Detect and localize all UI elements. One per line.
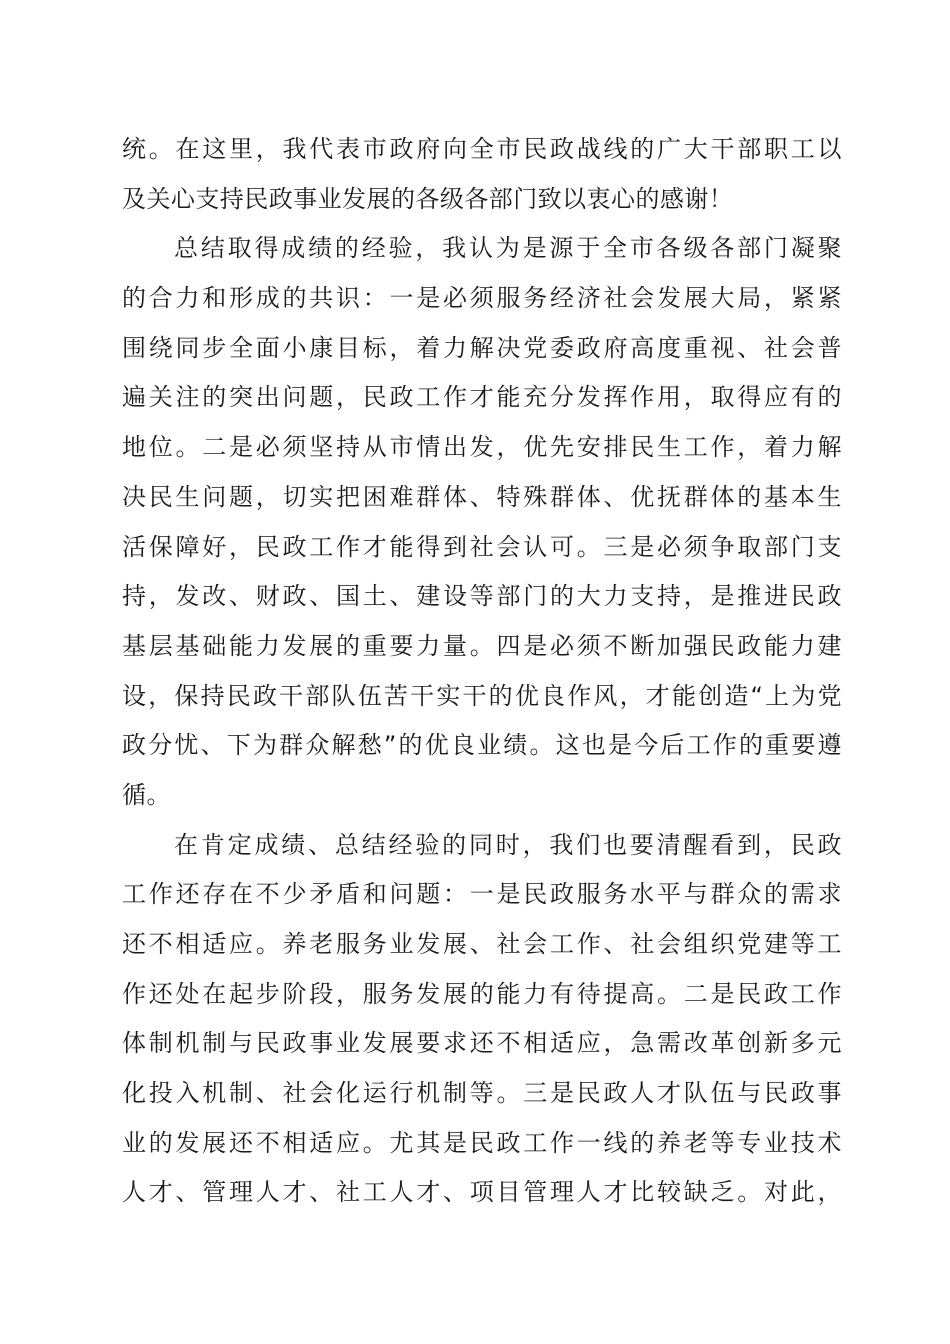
- text-line: 体制机制与民政事业发展要求还不相适应，急需改革创新多元: [122, 1029, 842, 1058]
- text-line: 还不相适应。养老服务业发展、社会工作、社会组织党建等工: [122, 930, 842, 958]
- text-line: 作还处在起步阶段，服务发展的能力有待提高。二是民政工作: [122, 979, 842, 1008]
- body-text: [122, 125, 842, 1218]
- text-line: 循。: [122, 780, 171, 809]
- text-line: 工作还存在不少矛盾和问题：一是民政服务水平与群众的需求: [122, 880, 842, 909]
- text-line: 及关心支持民政事业发展的各级各部门致以衷心的感谢！: [122, 184, 734, 213]
- text-line: 基层基础能力发展的重要力量。四是必须不断加强民政能力建: [122, 631, 842, 660]
- text-line: 化投入机制、社会化运行机制等。三是民政人才队伍与民政事: [122, 1079, 842, 1108]
- text-line: 统。在这里，我代表市政府向全市民政战线的广大干部职工以: [122, 135, 842, 163]
- text-line: 业的发展还不相适应。尤其是民政工作一线的养老等专业技术: [122, 1128, 842, 1157]
- text-line: 活保障好，民政工作才能得到社会认可。三是必须争取部门支: [122, 532, 842, 561]
- text-line: 遍关注的突出问题，民政工作才能充分发挥作用，取得应有的: [122, 383, 842, 412]
- text-line: 地位。二是必须坚持从市情出发，优先安排民生工作，着力解: [122, 433, 842, 462]
- text-line: 总结取得成绩的经验，我认为是源于全市各级各部门凝聚: [174, 234, 842, 263]
- text-line: 在肯定成绩、总结经验的同时，我们也要清醒看到，民政: [174, 830, 842, 859]
- text-line: 人才、管理人才、社工人才、项目管理人才比较缺乏。对此，: [122, 1178, 842, 1207]
- text-line: 的合力和形成的共识：一是必须服务经济社会发展大局，紧紧: [122, 284, 842, 313]
- text-line: 持，发改、财政、国土、建设等部门的大力支持，是推进民政: [122, 582, 842, 611]
- text-line: 围绕同步全面小康目标，着力解决党委政府高度重视、社会普: [122, 333, 842, 362]
- text-line: 设，保持民政干部队伍苦干实干的优良作风，才能创造“上为党: [122, 681, 842, 710]
- text-line: 政分忧、下为群众解愁”的优良业绩。这也是今后工作的重要遵: [122, 731, 842, 760]
- text-line: 决民生问题，切实把困难群体、特殊群体、优抚群体的基本生: [122, 482, 842, 511]
